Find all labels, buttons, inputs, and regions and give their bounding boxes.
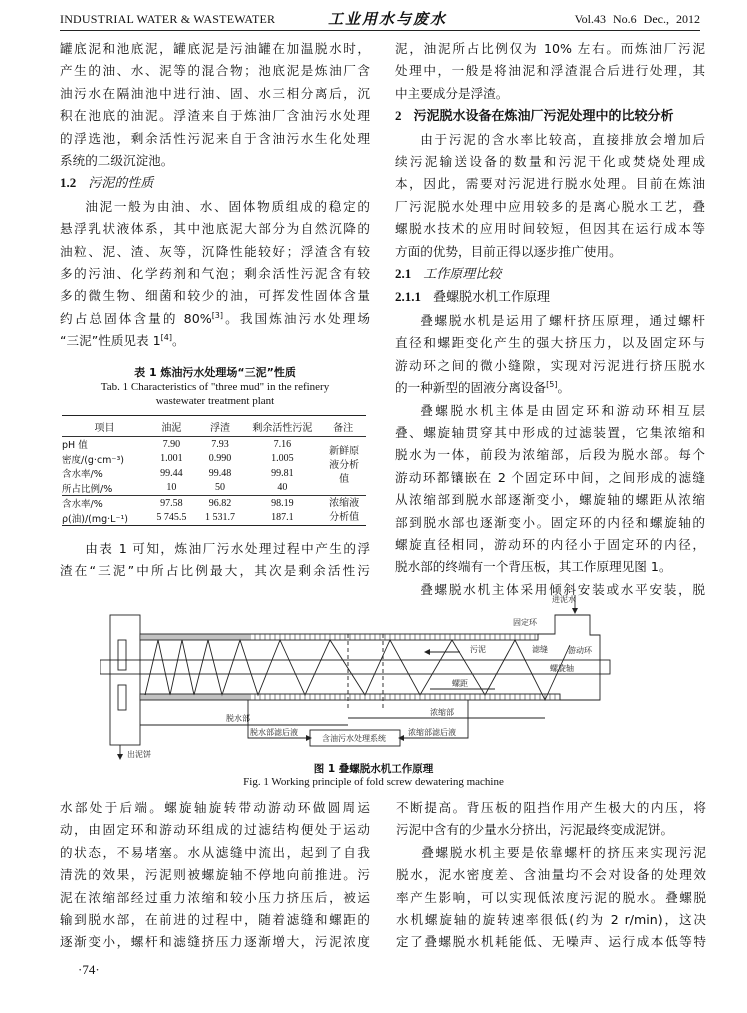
page-number: ·74· (78, 962, 100, 977)
section-heading-1-2 (60, 172, 370, 195)
text-line: 处理中，一般是将油泥和浮渣混合后进行处理，其 (395, 63, 705, 79)
text-line: 的状态，不易堵塞。水从滤缝中流出，起到了自我 (60, 844, 370, 860)
section-title: 工作原理比较 (423, 267, 502, 283)
left-column-after-table (60, 538, 370, 583)
text-span: 约占总固体含量的 80% (60, 310, 212, 326)
cell: 40 (277, 482, 288, 494)
citation-4[interactable]: [4] (160, 333, 172, 343)
text-span: 。我国炼油污水处理场 (223, 310, 371, 326)
label-pitch: 螺距 (452, 679, 468, 688)
label-inlet: 进泥水 (552, 595, 576, 604)
label-thickening-filtrate: 浓缩部滤后液 (408, 728, 456, 737)
figure-caption-en: Fig. 1 Working principle of fold screw dewatering machine (243, 776, 504, 788)
cell: 187.1 (271, 512, 294, 524)
section-heading-2-1-1 (395, 286, 705, 309)
text-line: 罐底泥和池底泥，罐底泥是污油罐在加温脱水时， (60, 41, 370, 56)
text-line: 渣在“三泥”中所占比例最大，其次是剩余活性污 (60, 563, 370, 579)
text-line: 方面的优势，目前正得以逐步推广使用。 (395, 243, 622, 259)
text-line: 油泥一般为由油、水、固体物质组成的稳定的 (85, 198, 370, 214)
note-text: 新鲜原液分析值 (329, 446, 360, 485)
text-line: 续污泥输送设备的数量和污泥干化或焚烧处理成 (395, 154, 705, 170)
table-row (62, 496, 366, 511)
section-heading-2 (395, 105, 705, 128)
section-title: 叠螺脱水机工作原理 (433, 290, 551, 306)
text-line: 动，由固定环和游动环组成的过滤结构便处于运动 (60, 822, 370, 838)
text-line: 脱水部的终端有一个背压板，其工作原理见图 1。 (395, 559, 672, 575)
text-line: 不断提高。背压板的阻挡作用产生极大的内压，将 (396, 800, 706, 815)
note-fresh (320, 437, 366, 496)
col-header-oil-sludge: 油泥 (147, 416, 196, 437)
note-text: 浓缩液分析值 (329, 497, 360, 523)
right-column-bottom (396, 797, 706, 954)
section-number: 2.1 (395, 266, 412, 282)
label-filter-gap: 滤缝 (532, 645, 548, 654)
cell: 1 531.7 (205, 512, 236, 524)
issue-info: Vol.43 No.6 Dec., 2012 (574, 12, 700, 26)
section-number: 2.1.1 (395, 289, 421, 305)
text-line: 厂污泥脱水处理中应用较多的是离心脱水工艺，叠 (395, 198, 705, 214)
cell: 7.90 (162, 438, 181, 450)
text-line: 积在池底的油泥。浮渣来自于炼油厂含油污水处理 (60, 108, 370, 124)
col-header-activated-sludge: 剩余活性污泥 (244, 416, 320, 437)
text-line: 从浓缩部到脱水部逐渐变小，螺旋轴的螺距从浓缩 (395, 492, 705, 508)
row-label: pH 值 (62, 440, 88, 452)
text-line: 定了叠螺脱水机耗能低、无噪声、运行成本低等特 (396, 934, 706, 950)
screw-flight (145, 640, 570, 700)
cell: 5 745.5 (156, 512, 187, 524)
label-dewatering-filtrate: 脱水部滤后液 (250, 728, 298, 737)
feed-tank (538, 615, 600, 700)
end-plate-slot (118, 685, 126, 710)
inlet-arrowhead (572, 608, 578, 614)
text-line: 悬浮乳状液体系，其中池底泥大部分为自然沉降的 (60, 221, 370, 237)
text-line (60, 308, 370, 330)
section-title: 污泥脱水设备在炼油厂污泥处理中的比较分析 (413, 109, 674, 125)
left-column-bottom (60, 797, 370, 954)
cell: 96.82 (196, 496, 245, 511)
label-cake-out: 出泥饼 (127, 750, 151, 759)
cell: 99.44 (160, 467, 183, 479)
label-thickening: 浓缩部 (430, 708, 454, 717)
text-line: 游动环之间的微小缝隙，实现对污泥进行挤压脱水 (395, 357, 705, 373)
cell: 1.005 (271, 453, 294, 465)
citation-5[interactable]: [5] (546, 379, 558, 389)
table-header-row (62, 416, 366, 437)
text-span: 的一种新型的固液分离设备 (395, 380, 547, 396)
cell: 10 (166, 482, 177, 494)
text-line: 多的污油、化学药剂和气泡；剩余活性污泥含有较 (60, 266, 370, 282)
text-line: 螺脱水技术的应用时间较短，但因其在运行成本等 (395, 221, 705, 237)
text-line: 螺旋直径相同，游动环的内径小于固定环的内径， (395, 536, 705, 552)
text-span: “三泥”性质见表 1 (60, 333, 161, 349)
cell: 98.19 (244, 496, 320, 511)
cell: 1.001 (160, 453, 183, 465)
row-label: ρ(油)/(mg·L⁻¹) (62, 513, 128, 525)
text-line: 游动环都镶嵌在 2 个固定环中间，之间形成的滤缝 (395, 469, 705, 485)
table-row (62, 437, 366, 452)
text-line: 输到脱水部，在前进的过程中，随着滤缝和螺距的 (60, 912, 370, 928)
row-label: 含水率/% (62, 469, 103, 481)
cell: 97.58 (147, 496, 196, 511)
text-line: 中主要成分是浮渣。 (395, 85, 509, 101)
cell: 7.16 (273, 438, 292, 450)
text-line: 多的微生物、细菌和较少的油，可挥发性固体含量 (60, 288, 370, 304)
filtrate-arrowhead (398, 735, 404, 741)
caption-line: Tab. 1 Characteristics of "three mud" in the refinery (100, 381, 330, 393)
text-line (395, 377, 705, 399)
label-fixed-ring: 固定环 (513, 618, 537, 627)
caption-line: wastewater treatment plant (155, 395, 275, 407)
text-line: 率产生影响，可以实现低浓度污泥的脱水。叠螺脱 (396, 889, 706, 905)
cell: 0.990 (208, 453, 232, 465)
text-line: 脱水为一体，前段为浓缩部，后段为脱水部。每个 (395, 447, 705, 463)
citation-3[interactable]: [3] (211, 310, 224, 320)
text-line (60, 330, 370, 352)
text-span: 。 (171, 333, 185, 349)
label-sludge: 污泥 (470, 645, 486, 654)
journal-name-cn: 工业用水与废水 (328, 10, 448, 28)
text-line: 系统的二级沉淀池。 (60, 153, 174, 169)
label-treatment-system: 含油污水处理系统 (322, 734, 386, 743)
table-caption-en (60, 380, 370, 408)
section-number: 1.2 (60, 175, 77, 191)
text-line: 污泥中含有的少量水分挤出，污泥最终变成泥饼。 (396, 822, 674, 838)
ring-hatching (142, 634, 555, 700)
right-column-top (395, 38, 705, 601)
text-line: 叠螺脱水机主体是由固定环和游动环相互层 (420, 402, 705, 418)
text-line: 油污水在隔油池中进行油、固、水三相分离后，沉 (60, 85, 370, 101)
cell: 50 (215, 482, 226, 494)
table-three-mud (62, 415, 366, 526)
section-title: 污泥的性质 (88, 176, 154, 192)
text-line: 水部处于后端。螺旋轴旋转带动游动环做圆周运 (60, 800, 370, 815)
text-line: 部到脱水部也逐渐变小。固定环的内径和螺旋轴的 (395, 514, 705, 530)
section-heading-2-1 (395, 263, 705, 286)
end-plate (110, 615, 140, 745)
text-line: 产生的油、水、泥等的混合物；池底泥是炼油厂含 (60, 63, 370, 79)
text-line: 由于污泥的含水率比较高，直接排放会增加后 (420, 131, 705, 147)
note-thickened (320, 496, 366, 526)
label-moving-ring: 游动环 (568, 646, 592, 655)
end-plate-slot (118, 640, 126, 670)
text-line: 直径和螺距变化产生的强大挤压力，以及固定环与 (395, 335, 705, 351)
figure-1-diagram (100, 590, 660, 760)
cake-arrowhead (117, 754, 123, 760)
text-line: 由表 1 可知，炼油厂污水处理过程中产生的浮 (85, 541, 370, 556)
journal-name-en: INDUSTRIAL WATER & WASTEWATER (60, 12, 276, 26)
filtrate-arrowhead (306, 735, 312, 741)
row-label: 所占比例/% (62, 483, 113, 495)
text-line: 的浮选池，剩余活性污泥来自于含油污水生化处理 (60, 130, 370, 146)
label-screw-shaft: 螺旋轴 (550, 664, 574, 673)
cell: 99.48 (208, 467, 232, 479)
running-header (60, 8, 700, 31)
text-line: 逐渐变小，螺杆和滤缝挤压力逐渐增大，污泥浓度 (60, 934, 370, 950)
text-line: 水机螺旋轴的旋转速率很低(约为 2 r/min)，这决 (396, 912, 706, 928)
cell: 99.81 (271, 467, 294, 479)
col-header-scum: 浮渣 (196, 416, 245, 437)
col-header-item: 项目 (62, 416, 147, 437)
text-line: 叠螺脱水机是运用了螺杆挤压原理，通过螺杆 (420, 312, 705, 328)
label-dewatering: 脱水部 (226, 714, 250, 723)
table-caption-cn: 表 1 炼油污水处理场“三泥”性质 (134, 366, 296, 379)
row-label: 含水率/% (62, 496, 147, 511)
sludge-arrowhead (424, 649, 430, 655)
text-line: 泥，油泥所占比例仅为 10% 左右。而炼油厂污泥 (395, 41, 705, 56)
text-line: 泥在浓缩部经过重力浓缩和较小压力挤压后，被运 (60, 889, 370, 905)
text-line: 叠、螺旋轴贯穿其中形成的过滤装置，它集浓缩和 (395, 424, 705, 440)
text-line: 叠螺脱水机主体采用倾斜安装或水平安装，脱 (420, 581, 705, 597)
row-label: 密度/(g·cm⁻³) (62, 454, 124, 466)
text-span: 。 (557, 380, 571, 396)
text-line: 脱水，泥水密度差、含油量均不会对设备的处理效 (396, 867, 706, 883)
left-column-top (60, 38, 370, 353)
text-line: 本，因此，需要对污泥进行脱水处理。目前在炼油 (395, 176, 705, 192)
screw-dewatering-diagram (100, 590, 660, 760)
col-header-note: 备注 (320, 416, 366, 437)
text-line: 叠螺脱水机主要是依靠螺杆的挤压来实现污泥 (421, 844, 706, 860)
text-line: 油粒、泥、渣、灰等，沉降性能较好；浮渣含有较 (60, 243, 370, 259)
cell: 7.93 (211, 438, 229, 450)
figure-caption-cn: 图 1 叠螺脱水机工作原理 (313, 763, 434, 775)
section-number: 2 (395, 108, 402, 124)
text-line: 清洗的效果，污泥则被螺旋轴不停地向前推进。污 (60, 867, 370, 883)
